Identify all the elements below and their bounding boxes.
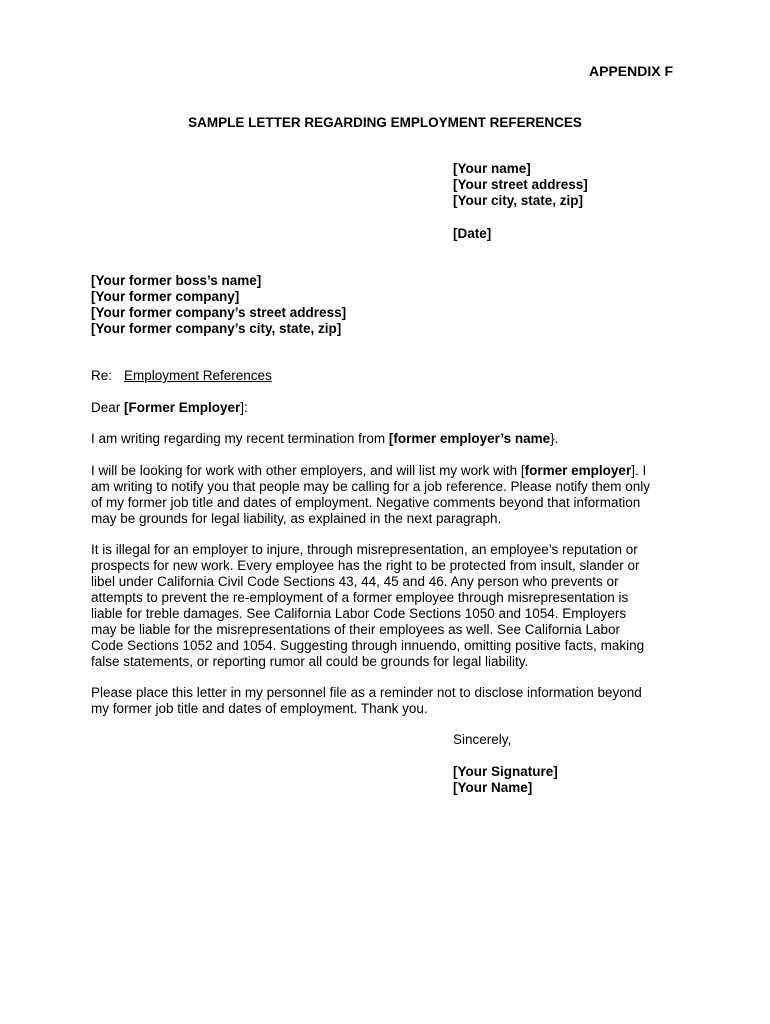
- paragraph-line: liable for treble damages. See California Labor Code Sections 1050 and 1054. Employers: [91, 606, 627, 621]
- signature-placeholder: [Your Signature]: [453, 764, 558, 779]
- paragraph2-l1-bold: former employer: [524, 463, 632, 478]
- paragraph-legal: [91, 542, 691, 670]
- paragraph-request: [91, 685, 691, 717]
- paragraph-line: libel under California Civil Code Sections 43, 44, 45 and 46. Any person who prevents or: [91, 574, 619, 589]
- paragraph-line: [91, 463, 691, 479]
- letter-title: SAMPLE LETTER REGARDING EMPLOYMENT REFERENCES: [188, 115, 582, 130]
- paragraph-line: of my former job title and dates of employment. Negative comments beyond that information: [91, 495, 641, 510]
- paragraph-termination: [91, 431, 691, 447]
- subject-text: Employment References: [124, 368, 272, 383]
- signature-block: [453, 764, 558, 796]
- signature-name: [Your Name]: [453, 780, 533, 795]
- subject-label: Re:: [91, 368, 113, 383]
- paragraph-line: It is illegal for an employer to injure, through misrepresentation, an employee’s reputation or: [91, 542, 638, 557]
- sender-address-block: [453, 161, 588, 209]
- salutation-end: ]:: [240, 400, 248, 415]
- salutation-name: [Former Employer: [124, 400, 241, 415]
- paragraph-line: prospects for new work. Every employee has the right to be protected from insult, slander or: [91, 558, 640, 573]
- closing: Sincerely,: [453, 732, 512, 747]
- letter-date: [Date]: [453, 226, 492, 241]
- recipient-address-block: [91, 273, 346, 337]
- paragraph2-l1-before: I will be looking for work with other employers, and will list my work with [: [91, 463, 525, 478]
- paragraph-line: my former job title and dates of employment. Thank you.: [91, 701, 428, 716]
- paragraph1-before: I am writing regarding my recent termination from: [91, 431, 389, 446]
- paragraph-line: attempts to prevent the re-employment of a former employee through misrepresentation is: [91, 590, 629, 605]
- paragraph-line: may be liable for the misrepresentations of their employees as well. See California Labor: [91, 622, 621, 637]
- sender-city: [Your city, state, zip]: [453, 193, 584, 208]
- recipient-company: [Your former company]: [91, 289, 240, 304]
- subject-line: [91, 368, 272, 384]
- paragraph-line: may be grounds for legal liability, as explained in the next paragraph.: [91, 511, 502, 526]
- recipient-boss: [Your former boss’s name]: [91, 273, 262, 288]
- paragraph-line: [91, 431, 691, 447]
- paragraph-line: am writing to notify you that people may be calling for a job reference. Please notify them only: [91, 479, 651, 494]
- paragraph1-after: }.: [550, 431, 559, 446]
- paragraph-line: Please place this letter in my personnel file as a reminder not to disclose information beyond: [91, 685, 642, 700]
- paragraph-line: false statements, or reporting rumor all could be grounds for legal liability.: [91, 654, 529, 669]
- paragraph1-bold: [former employer’s name: [388, 431, 551, 446]
- salutation-dear: Dear: [91, 400, 125, 415]
- recipient-city: [Your former company’s city, state, zip]: [91, 321, 342, 336]
- recipient-street: [Your former company’s street address]: [91, 305, 347, 320]
- sender-name: [Your name]: [453, 161, 531, 176]
- paragraph2-l1-after: ]. I: [631, 463, 647, 478]
- paragraph-notice: [91, 463, 691, 527]
- sender-street: [Your street address]: [453, 177, 588, 192]
- appendix-label: APPENDIX F: [589, 63, 674, 79]
- paragraph-line: Code Sections 1052 and 1054. Suggesting through innuendo, omitting positive facts, making: [91, 638, 645, 653]
- salutation: [91, 400, 248, 416]
